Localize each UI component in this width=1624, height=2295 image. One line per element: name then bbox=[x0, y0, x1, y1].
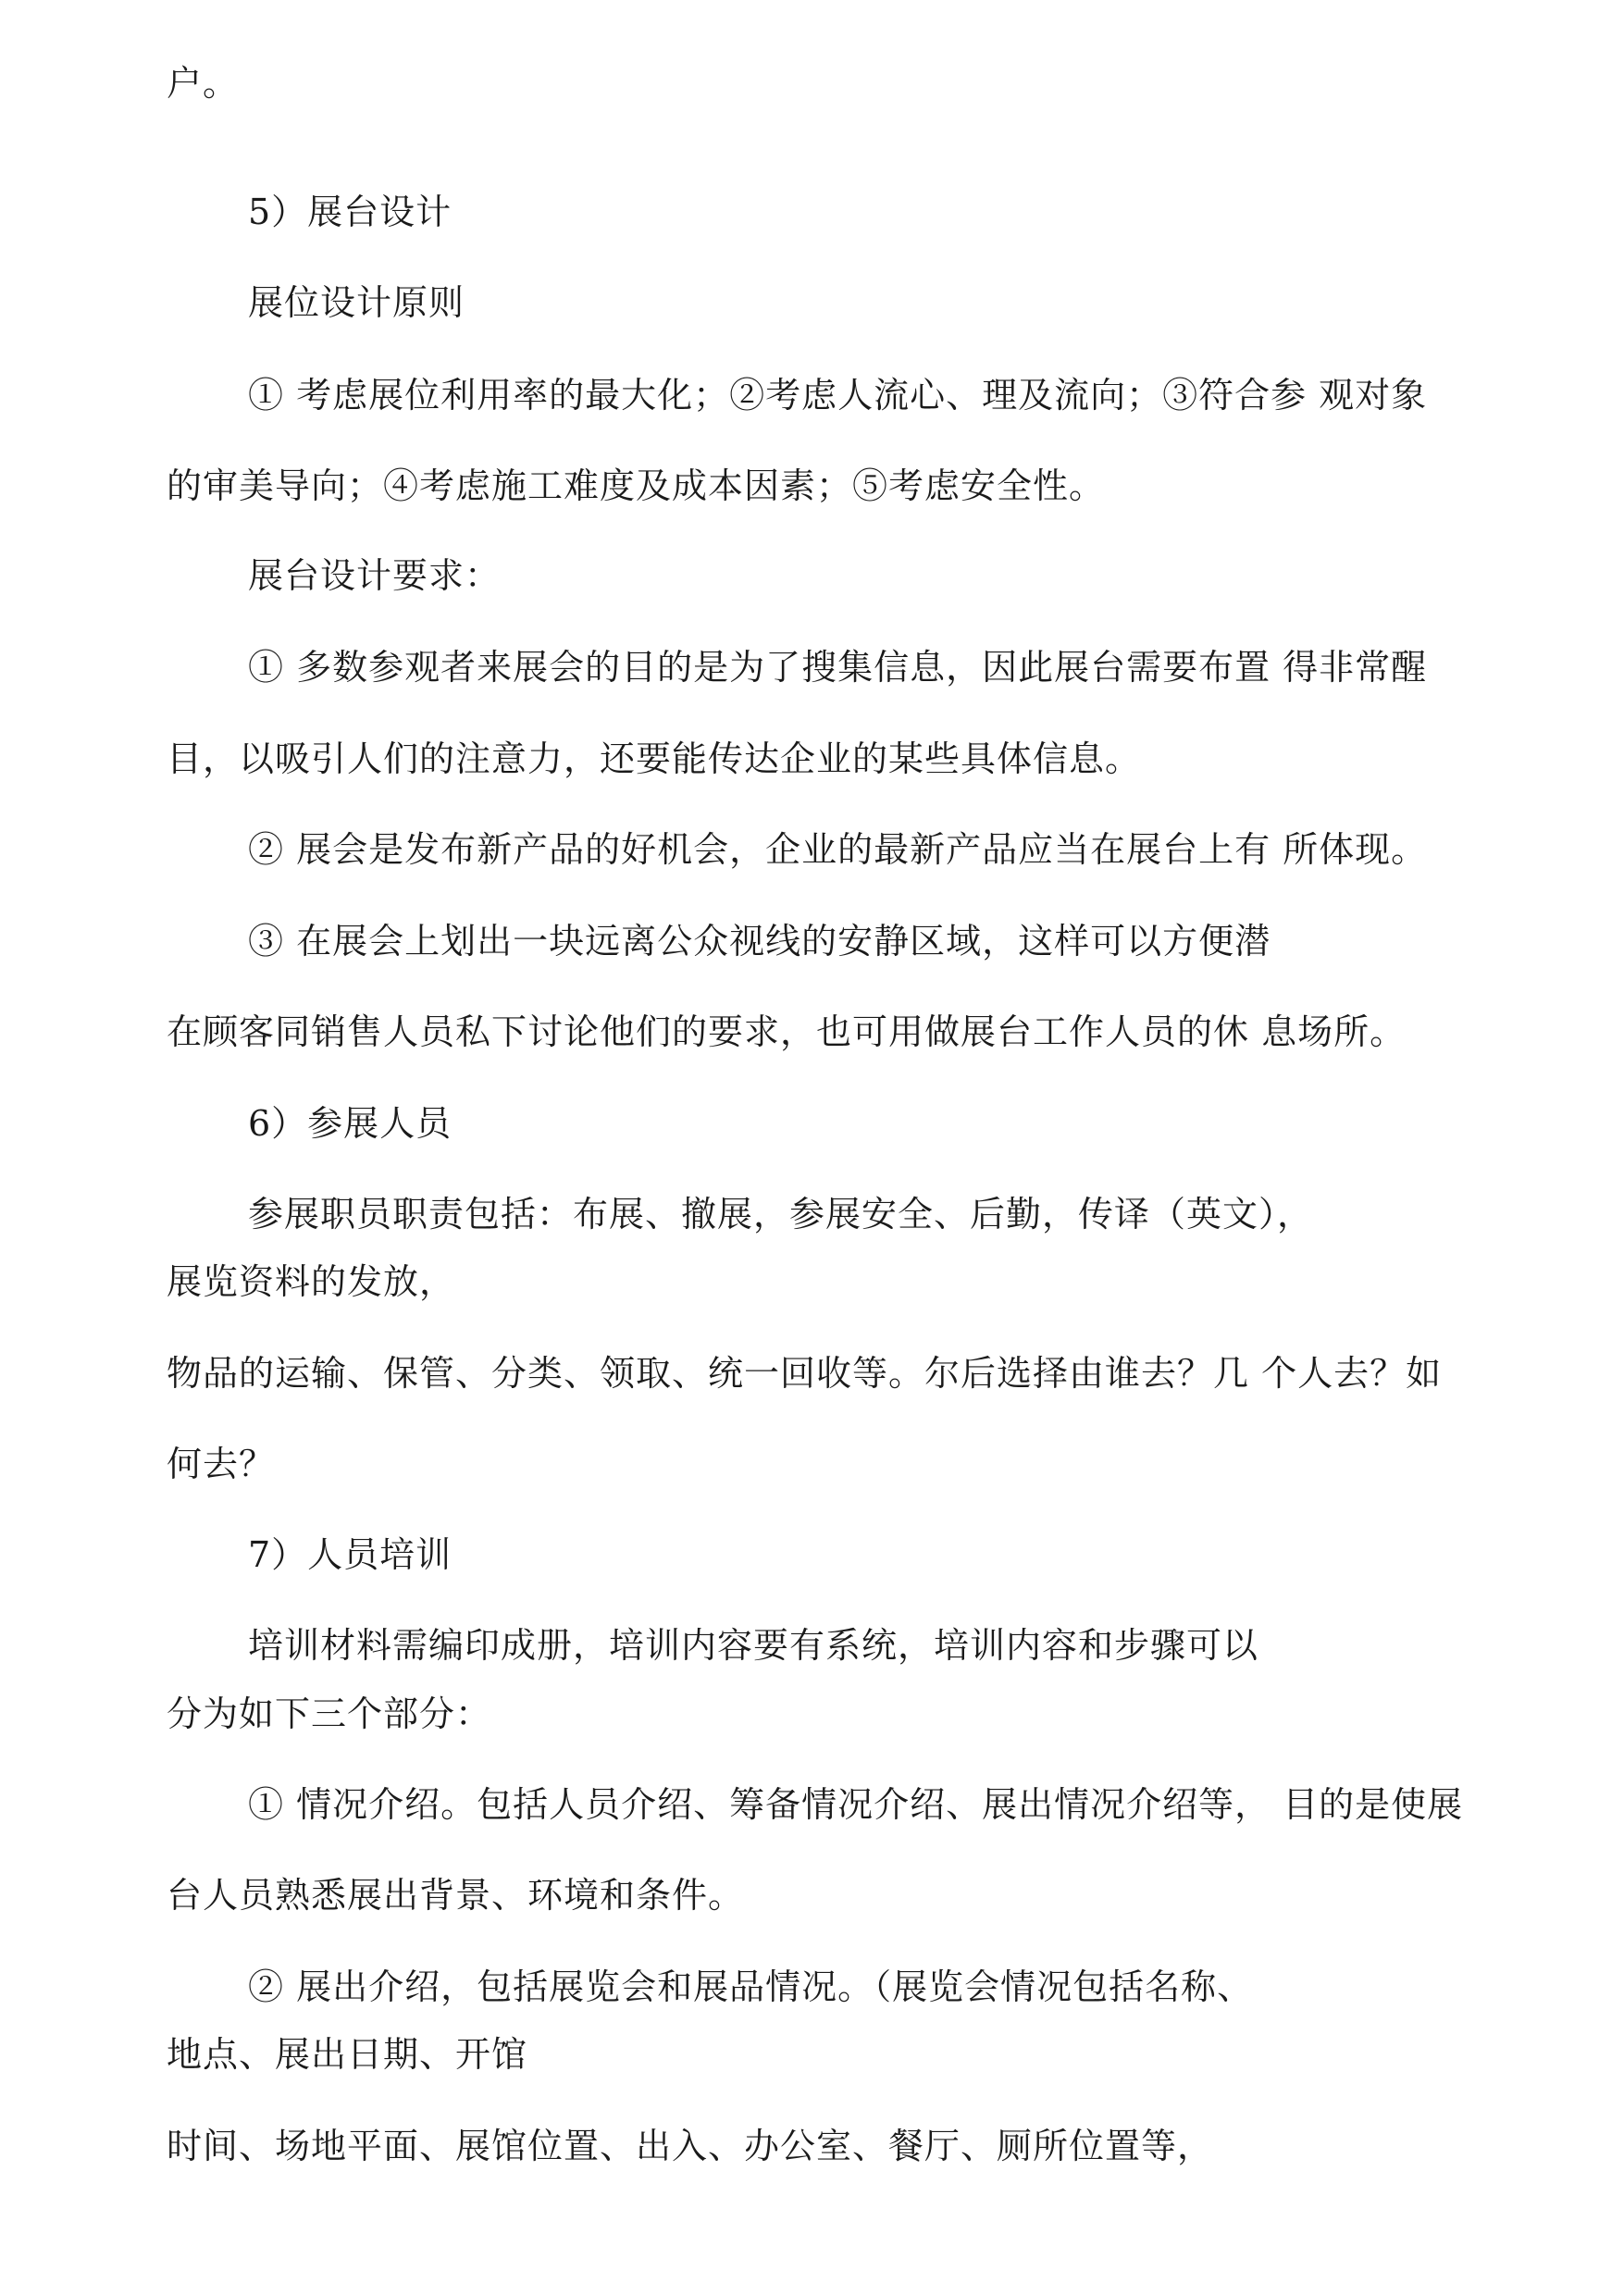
text-line: 培训材料需编印成册，培训内容要有系统，培训内容和步骤可以 bbox=[248, 1625, 1259, 1666]
text-line: 参展职员职责包括：布展、撤展，参展安全、后勤，传译（英文）， bbox=[248, 1194, 1314, 1234]
text-line: ① 情况介绍。包括人员介绍、筹备情况介绍、展出情况介绍等， 目的是使展 bbox=[248, 1784, 1464, 1825]
text-line: ② 展出介绍，包括展览会和展品情况。（展览会情况包括名称、 bbox=[248, 1966, 1254, 2007]
text-line: 展览资料的发放， bbox=[167, 1261, 456, 1302]
text-line: 地点、展出日期、开馆 bbox=[167, 2034, 528, 2075]
text-line: ③ 在展会上划出一块远离公众视线的安静区域，这样可以方便潜 bbox=[248, 921, 1271, 961]
text-line: ① 考虑展位利用率的最大化；②考虑人流心、理及流向；③符合参 观对象 bbox=[248, 375, 1428, 416]
subheading-booth-principles: 展位设计原则 bbox=[248, 282, 465, 323]
text-line: 时间、场地平面、展馆位置、出入、办公室、餐厅、厕所位置等， bbox=[167, 2126, 1214, 2166]
text-line: 在顾客同销售人员私下讨论他们的要求，也可用做展台工作人员的休 息场所。 bbox=[167, 1011, 1407, 1052]
text-line: ② 展会是发布新产品的好机会，企业的最新产品应当在展台上有 所体现。 bbox=[248, 829, 1428, 870]
section-heading-exhibition-staff: 6）参展人员 bbox=[248, 1103, 452, 1144]
text-line: 目，以吸引人们的注意力，还要能传达企业的某些具体信息。 bbox=[167, 738, 1142, 779]
subheading-booth-requirements: 展台设计要求： bbox=[248, 555, 502, 596]
section-heading-staff-training: 7）人员培训 bbox=[248, 1534, 452, 1575]
text-line: 物品的运输、保管、分类、领取、统一回收等。尔后选择由谁去？几 个人去？如 bbox=[167, 1353, 1443, 1394]
text-line: 户。 bbox=[167, 63, 240, 104]
section-heading-booth-design: 5）展台设计 bbox=[248, 192, 452, 232]
text-line: 分为如下三个部分： bbox=[167, 1693, 492, 1734]
text-line: 台人员熟悉展出背景、环境和条件。 bbox=[167, 1875, 745, 1916]
text-line: ① 多数参观者来展会的目的是为了搜集信息，因此展台需要布置 得非常醒 bbox=[248, 647, 1428, 688]
text-line: 何去？ bbox=[167, 1444, 276, 1484]
text-line: 的审美导向；④考虑施工难度及成本因素；⑤考虑安全性。 bbox=[167, 465, 1106, 506]
